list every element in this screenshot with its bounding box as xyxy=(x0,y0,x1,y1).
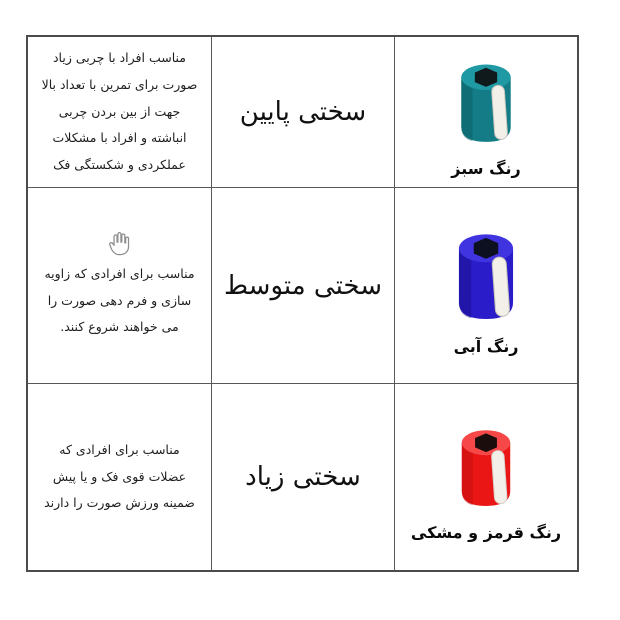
product-figure-red xyxy=(411,413,561,542)
description-cell-high xyxy=(28,384,212,570)
jaw-exerciser-comparison-table xyxy=(26,35,579,572)
hardness-label: سختی زیاد xyxy=(245,462,361,492)
description-text: مناسب برای افرادی که زاویه سازی و فرم دهی صورت را می خواهند شروع کنند. xyxy=(44,265,195,335)
product-figure-green xyxy=(442,47,530,178)
color-label: رنگ قرمز و مشکی xyxy=(410,522,562,542)
hardness-cell-high xyxy=(212,384,395,570)
green-jaw-exerciser-image xyxy=(442,47,530,149)
description-text: مناسب برای افرادی که عضلات قوی فک و یا پیش ضمینه ورزش صورت را دارند xyxy=(44,441,195,511)
description-cell-low xyxy=(28,37,212,188)
product-cell-red xyxy=(395,384,577,570)
product-cell-green xyxy=(395,37,577,188)
red-jaw-exerciser-image xyxy=(443,413,529,513)
color-label: رنگ سبز xyxy=(451,158,521,178)
blue-jaw-exerciser-image xyxy=(438,215,534,327)
hardness-cell-medium xyxy=(212,188,395,384)
description-cell-medium xyxy=(28,188,212,384)
color-label: رنگ آبی xyxy=(453,337,519,356)
product-figure-blue xyxy=(438,215,534,356)
hand-cursor-icon xyxy=(106,230,133,257)
hardness-label: سختی پایین xyxy=(239,97,367,127)
description-text: مناسب افراد با چربی زیاد صورت برای تمرین با تعداد بالا جهت از بین بردن چربی انباشته و افراد با مشکلات عملکردی و شکستگی فک xyxy=(41,49,198,173)
hardness-cell-low xyxy=(212,37,395,188)
hardness-label: سختی متوسط xyxy=(223,270,383,301)
product-cell-blue xyxy=(395,188,577,384)
